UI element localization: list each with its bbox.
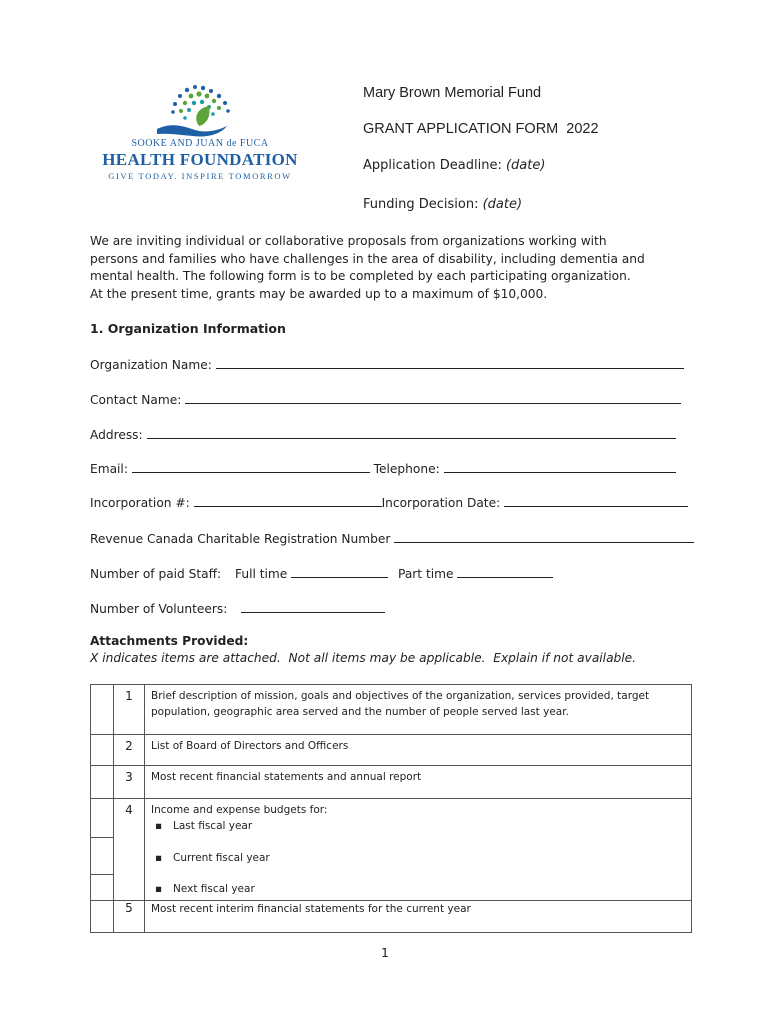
contact-name-label: Contact Name: — [90, 393, 182, 407]
paid-staff-row — [90, 565, 553, 581]
organization-name-row — [90, 356, 684, 372]
organization-name-label: Organization Name: — [90, 358, 212, 372]
list-item: ▪ Next fiscal year — [151, 881, 685, 897]
logo-org-line: SOOKE AND JUAN de FUCA — [131, 138, 269, 149]
part-time-field[interactable] — [457, 565, 553, 578]
item-description: Most recent interim financial statements for the current year — [145, 901, 692, 933]
decision-value: (date) — [482, 197, 523, 212]
attachment-checkbox[interactable] — [91, 685, 114, 735]
full-time-label: Full time — [235, 567, 288, 581]
email-label: Email: — [90, 462, 128, 476]
item-description: Brief description of mission, goals and objectives of the organization, services provided, target population, geographic area served and the number of people served last year. — [145, 685, 692, 735]
budget-intro: Income and expense budgets for: — [151, 804, 328, 816]
logo-dots-hand-icon — [95, 82, 305, 142]
volunteers-row — [90, 600, 385, 616]
deadline-label: Application Deadline: — [363, 158, 506, 173]
telephone-label: Telephone: — [373, 462, 440, 476]
paid-staff-label: Number of paid Staff: — [90, 567, 222, 581]
revenue-canada-row — [90, 530, 694, 546]
incorporation-date-field[interactable] — [504, 494, 688, 507]
incorporation-number-field[interactable] — [194, 494, 382, 507]
volunteers-field[interactable] — [241, 600, 385, 613]
table-row — [91, 799, 692, 838]
attachment-checkbox[interactable] — [91, 735, 114, 766]
organization-name-field[interactable] — [216, 356, 684, 369]
item-description: Most recent financial statements and annual report — [145, 766, 692, 799]
incorporation-date-label: Incorporation Date: — [381, 496, 501, 510]
incorporation-row — [90, 494, 688, 510]
revenue-canada-field[interactable] — [394, 530, 694, 543]
attachments-heading: Attachments Provided: — [90, 634, 249, 648]
attachment-checkbox[interactable] — [91, 799, 114, 838]
item-number: 5 — [114, 901, 145, 933]
item-number: 1 — [114, 685, 145, 735]
table-row — [91, 766, 692, 799]
table-row — [91, 901, 692, 933]
address-field[interactable] — [147, 426, 676, 439]
fund-name: Mary Brown Memorial Fund — [363, 85, 542, 101]
intro-max-grant: At the present time, grants may be awarded up to a maximum of $10,000. — [90, 287, 548, 301]
logo-name: HEALTH FOUNDATION — [102, 150, 298, 169]
revenue-canada-label: Revenue Canada Charitable Registration Number — [90, 532, 391, 546]
foundation-logo — [95, 82, 305, 187]
attachment-checkbox[interactable] — [91, 766, 114, 799]
list-item: ▪ Last fiscal year — [151, 818, 685, 834]
contact-name-field[interactable] — [185, 391, 681, 404]
attachment-checkbox[interactable] — [91, 901, 114, 933]
email-telephone-row — [90, 460, 676, 476]
deadline-value: (date) — [505, 158, 546, 173]
attachments-table — [90, 684, 692, 933]
section-heading: 1. Organization Information — [90, 321, 286, 336]
address-row — [90, 426, 676, 442]
item-description — [145, 799, 692, 901]
telephone-field[interactable] — [444, 460, 676, 473]
table-row — [91, 735, 692, 766]
attachment-checkbox[interactable] — [91, 838, 114, 875]
page-number: 1 — [381, 945, 389, 960]
item-description: List of Board of Directors and Officers — [145, 735, 692, 766]
email-field[interactable] — [132, 460, 370, 473]
form-title: GRANT APPLICATION FORM 2022 — [363, 121, 599, 137]
part-time-label: Part time — [398, 567, 454, 581]
list-item: ▪ Current fiscal year — [151, 850, 685, 866]
incorporation-number-label: Incorporation #: — [90, 496, 190, 510]
address-label: Address: — [90, 428, 143, 442]
volunteers-label: Number of Volunteers: — [90, 602, 228, 616]
full-time-field[interactable] — [291, 565, 388, 578]
attachment-checkbox[interactable] — [91, 874, 114, 900]
table-row — [91, 685, 692, 735]
budget-bullets — [151, 818, 685, 897]
item-number: 2 — [114, 735, 145, 766]
item-number: 4 — [114, 799, 145, 901]
application-deadline — [363, 158, 545, 173]
attachments-note: X indicates items are attached. Not all items may be applicable. Explain if not available. — [90, 651, 637, 665]
item-number: 3 — [114, 766, 145, 799]
logo-tagline: GIVE TODAY. INSPIRE TOMORROW — [108, 171, 292, 181]
intro-paragraph: We are inviting individual or collaborative proposals from organizations working with persons and families who have challenges in the area of disability, including dementia and mental health. The following form is to be completed by each participating organization. — [90, 234, 645, 283]
decision-label: Funding Decision: — [363, 197, 483, 212]
funding-decision — [363, 197, 522, 212]
contact-name-row — [90, 391, 681, 407]
